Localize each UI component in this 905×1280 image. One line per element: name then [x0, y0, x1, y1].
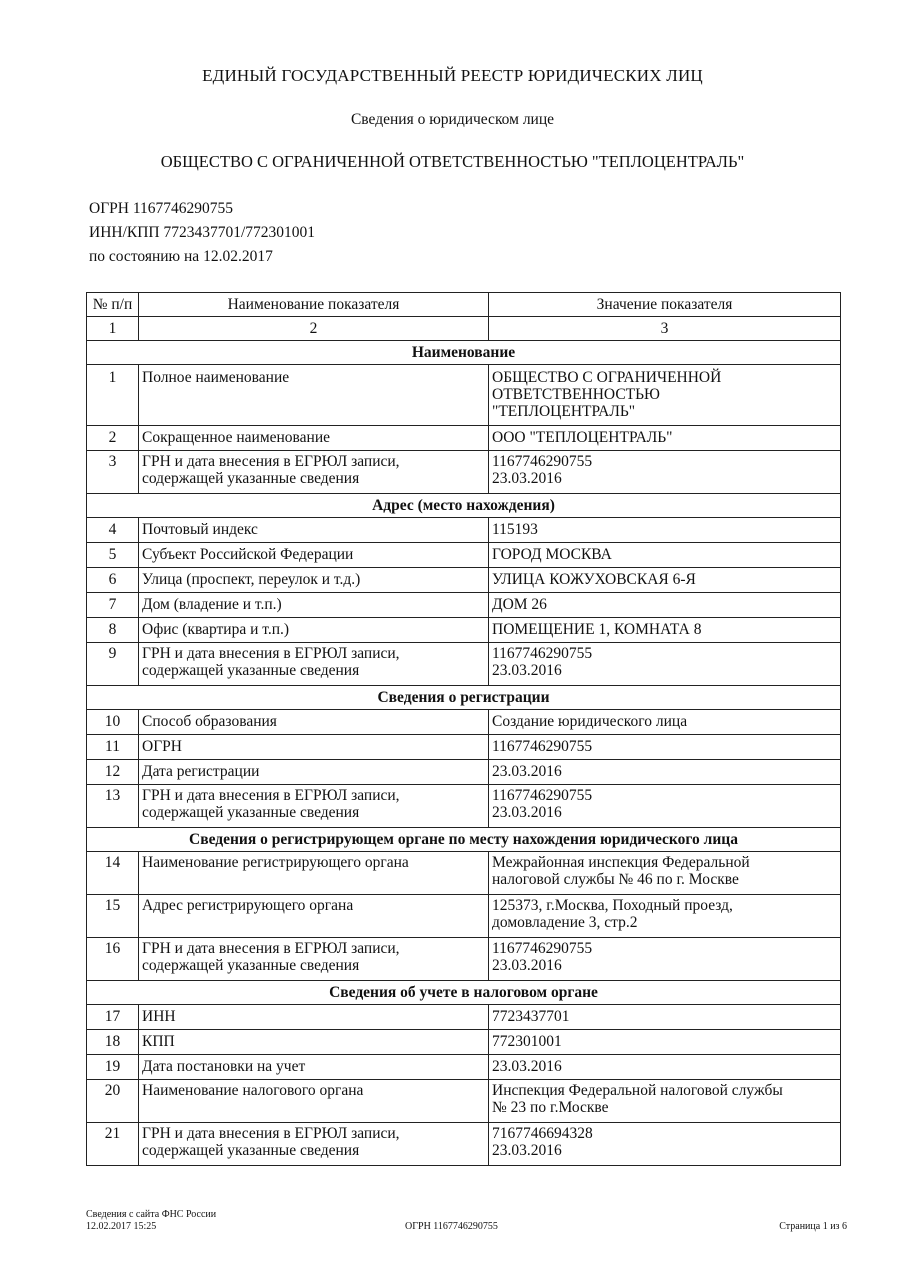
value-text: 1167746290755	[492, 453, 593, 470]
value-cell	[489, 426, 841, 451]
indicator-text: ГРН и дата внесения в ЕГРЮЛ записи,	[142, 453, 400, 470]
value-text: ДОМ 26	[492, 596, 547, 613]
indicator-cell	[139, 938, 489, 981]
value-text: ОТВЕТСТВЕННОСТЬЮ	[492, 386, 660, 403]
indicator-text: Полное наименование	[142, 369, 290, 386]
value-text: налоговой службы № 46 по г. Москве	[492, 871, 739, 888]
value-text: № 23 по г.Москве	[492, 1099, 609, 1116]
value-cell	[489, 568, 841, 593]
value-text: 7167746694328	[492, 1125, 593, 1142]
value-cell	[489, 852, 841, 895]
ogrn-line: ОГРН 1167746290755	[89, 200, 234, 217]
row-number: 3	[87, 451, 139, 494]
registry-table	[86, 292, 841, 1166]
value-text: ООО "ТЕПЛОЦЕНТРАЛЬ"	[492, 429, 673, 446]
indicator-cell	[139, 593, 489, 618]
row-number: 8	[87, 618, 139, 643]
table-row	[87, 568, 841, 593]
value-text: ПОМЕЩЕНИЕ 1, КОМНАТА 8	[492, 621, 702, 638]
indicator-text: Дом (владение и т.п.)	[142, 596, 282, 613]
value-cell	[489, 895, 841, 938]
value-text: 23.03.2016	[492, 470, 562, 487]
indicator-cell	[139, 568, 489, 593]
value-text: 1167746290755	[492, 645, 593, 662]
row-number: 13	[87, 785, 139, 828]
row-number: 6	[87, 568, 139, 593]
value-cell	[489, 618, 841, 643]
value-text: 1167746290755	[492, 738, 593, 755]
header-cell-number: № п/п	[87, 293, 139, 317]
row-number: 7	[87, 593, 139, 618]
value-cell	[489, 710, 841, 735]
footer-timestamp: 12.02.2017 15:25	[86, 1221, 157, 1232]
row-number: 17	[87, 1005, 139, 1030]
footer-ogrn: ОГРН 1167746290755	[405, 1221, 498, 1232]
value-cell	[489, 1055, 841, 1080]
row-number: 20	[87, 1080, 139, 1123]
value-text: Инспекция Федеральной налоговой службы	[492, 1082, 783, 1099]
column-number-cell: 2	[139, 317, 489, 341]
indicator-cell	[139, 643, 489, 686]
indicator-text: Дата постановки на учет	[142, 1058, 306, 1075]
indicator-cell	[139, 618, 489, 643]
indicator-text: Офис (квартира и т.п.)	[142, 621, 290, 638]
value-text: 1167746290755	[492, 940, 593, 957]
table-row	[87, 1005, 841, 1030]
indicator-cell	[139, 852, 489, 895]
value-text: 23.03.2016	[492, 1058, 562, 1075]
indicator-text: Наименование налогового органа	[142, 1082, 364, 1099]
value-text: Создание юридического лица	[492, 713, 688, 730]
section-heading: Сведения о регистрации	[87, 686, 841, 710]
table-row	[87, 451, 841, 494]
value-text: домовладение 3, стр.2	[492, 914, 638, 931]
indicator-cell	[139, 785, 489, 828]
value-cell	[489, 518, 841, 543]
value-cell	[489, 938, 841, 981]
indicator-cell	[139, 543, 489, 568]
value-cell	[489, 1005, 841, 1030]
indicator-text: Адрес регистрирующего органа	[142, 897, 354, 914]
value-text: 772301001	[492, 1033, 562, 1050]
row-number: 5	[87, 543, 139, 568]
table-header-row	[87, 293, 841, 317]
indicator-cell	[139, 1030, 489, 1055]
footer-page-number: Страница 1 из 6	[779, 1221, 847, 1232]
table-row	[87, 593, 841, 618]
column-number-cell: 1	[87, 317, 139, 341]
indicator-cell	[139, 735, 489, 760]
indicator-text: КПП	[142, 1033, 175, 1050]
value-text: УЛИЦА КОЖУХОВСКАЯ 6-Я	[492, 571, 696, 588]
value-cell	[489, 760, 841, 785]
row-number: 2	[87, 426, 139, 451]
table-row	[87, 618, 841, 643]
footer-source-text: Сведения с сайта ФНС России	[86, 1209, 217, 1220]
row-number: 21	[87, 1123, 139, 1166]
table-row	[87, 760, 841, 785]
value-cell	[489, 1080, 841, 1123]
indicator-text: содержащей указанные сведения	[142, 804, 360, 821]
section-heading: Наименование	[87, 341, 841, 365]
table-row	[87, 938, 841, 981]
company-meta	[89, 197, 315, 269]
indicator-text: Дата регистрации	[142, 763, 260, 780]
indicator-text: содержащей указанные сведения	[142, 1142, 360, 1159]
indicator-text: Сокращенное наименование	[142, 429, 331, 446]
value-text: 115193	[492, 521, 538, 538]
indicator-cell	[139, 426, 489, 451]
section-heading: Адрес (место нахождения)	[87, 494, 841, 518]
value-cell	[489, 365, 841, 426]
indicator-text: ГРН и дата внесения в ЕГРЮЛ записи,	[142, 940, 400, 957]
company-name: ОБЩЕСТВО С ОГРАНИЧЕННОЙ ОТВЕТСТВЕННОСТЬЮ "ТЕПЛОЦЕНТРАЛЬ"	[160, 152, 745, 171]
document-title: ЕДИНЫЙ ГОСУДАРСТВЕННЫЙ РЕЕСТР ЮРИДИЧЕСКИХ ЛИЦ	[202, 66, 703, 85]
row-number: 19	[87, 1055, 139, 1080]
table-row	[87, 852, 841, 895]
value-text: 125373, г.Москва, Походный проезд,	[492, 897, 733, 914]
table-row	[87, 426, 841, 451]
table-row	[87, 785, 841, 828]
indicator-text: Улица (проспект, переулок и т.д.)	[142, 571, 361, 588]
indicator-cell	[139, 895, 489, 938]
indicator-cell	[139, 1005, 489, 1030]
value-cell	[489, 1123, 841, 1166]
header-cell-indicator: Наименование показателя	[139, 293, 489, 317]
table-row	[87, 643, 841, 686]
indicator-text: ОГРН	[142, 738, 182, 755]
indicator-text: Почтовый индекс	[142, 521, 258, 538]
row-number: 9	[87, 643, 139, 686]
as-of-line: по состоянию на 12.02.2017	[89, 248, 273, 265]
column-number-row	[87, 317, 841, 341]
row-number: 15	[87, 895, 139, 938]
table-row	[87, 1123, 841, 1166]
value-text: ГОРОД МОСКВА	[492, 546, 612, 563]
indicator-cell	[139, 1055, 489, 1080]
indicator-cell	[139, 451, 489, 494]
document-subtitle: Сведения о юридическом лице	[350, 111, 555, 128]
value-text: "ТЕПЛОЦЕНТРАЛЬ"	[492, 403, 636, 420]
row-number: 16	[87, 938, 139, 981]
indicator-text: Наименование регистрирующего органа	[142, 854, 409, 871]
indicator-cell	[139, 1123, 489, 1166]
value-text: Межрайонная инспекция Федеральной	[492, 854, 750, 871]
table-row	[87, 710, 841, 735]
value-cell	[489, 735, 841, 760]
inn-kpp-line: ИНН/КПП 7723437701/772301001	[89, 224, 316, 241]
value-text: 23.03.2016	[492, 804, 562, 821]
indicator-text: ИНН	[142, 1008, 176, 1025]
value-cell	[489, 451, 841, 494]
value-text: 23.03.2016	[492, 763, 562, 780]
row-number: 12	[87, 760, 139, 785]
value-cell	[489, 785, 841, 828]
indicator-text: содержащей указанные сведения	[142, 662, 360, 679]
indicator-cell	[139, 760, 489, 785]
indicator-text: Способ образования	[142, 713, 277, 730]
table-row	[87, 365, 841, 426]
value-text: 23.03.2016	[492, 957, 562, 974]
indicator-text: содержащей указанные сведения	[142, 957, 360, 974]
section-heading: Сведения об учете в налоговом органе	[87, 981, 841, 1005]
row-number: 4	[87, 518, 139, 543]
table-row	[87, 518, 841, 543]
value-text: 7723437701	[492, 1008, 570, 1025]
value-cell	[489, 543, 841, 568]
row-number: 1	[87, 365, 139, 426]
value-cell	[489, 593, 841, 618]
table-row	[87, 735, 841, 760]
indicator-cell	[139, 365, 489, 426]
table-row	[87, 895, 841, 938]
indicator-cell	[139, 518, 489, 543]
indicator-cell	[139, 1080, 489, 1123]
indicator-text: ГРН и дата внесения в ЕГРЮЛ записи,	[142, 787, 400, 804]
value-text: 23.03.2016	[492, 662, 562, 679]
footer-source	[86, 1209, 216, 1233]
indicator-text: Субъект Российской Федерации	[142, 546, 354, 563]
table-row	[87, 1080, 841, 1123]
table-row	[87, 1055, 841, 1080]
row-number: 18	[87, 1030, 139, 1055]
column-number-cell: 3	[489, 317, 841, 341]
indicator-cell	[139, 710, 489, 735]
value-text: ОБЩЕСТВО С ОГРАНИЧЕННОЙ	[492, 369, 722, 386]
row-number: 10	[87, 710, 139, 735]
header-cell-value: Значение показателя	[489, 293, 841, 317]
indicator-text: содержащей указанные сведения	[142, 470, 360, 487]
value-cell	[489, 1030, 841, 1055]
section-heading: Сведения о регистрирующем органе по месту нахождения юридического лица	[87, 828, 841, 852]
indicator-text: ГРН и дата внесения в ЕГРЮЛ записи,	[142, 645, 400, 662]
row-number: 14	[87, 852, 139, 895]
indicator-text: ГРН и дата внесения в ЕГРЮЛ записи,	[142, 1125, 400, 1142]
value-text: 23.03.2016	[492, 1142, 562, 1159]
row-number: 11	[87, 735, 139, 760]
table-row	[87, 543, 841, 568]
value-text: 1167746290755	[492, 787, 593, 804]
table-row	[87, 1030, 841, 1055]
value-cell	[489, 643, 841, 686]
